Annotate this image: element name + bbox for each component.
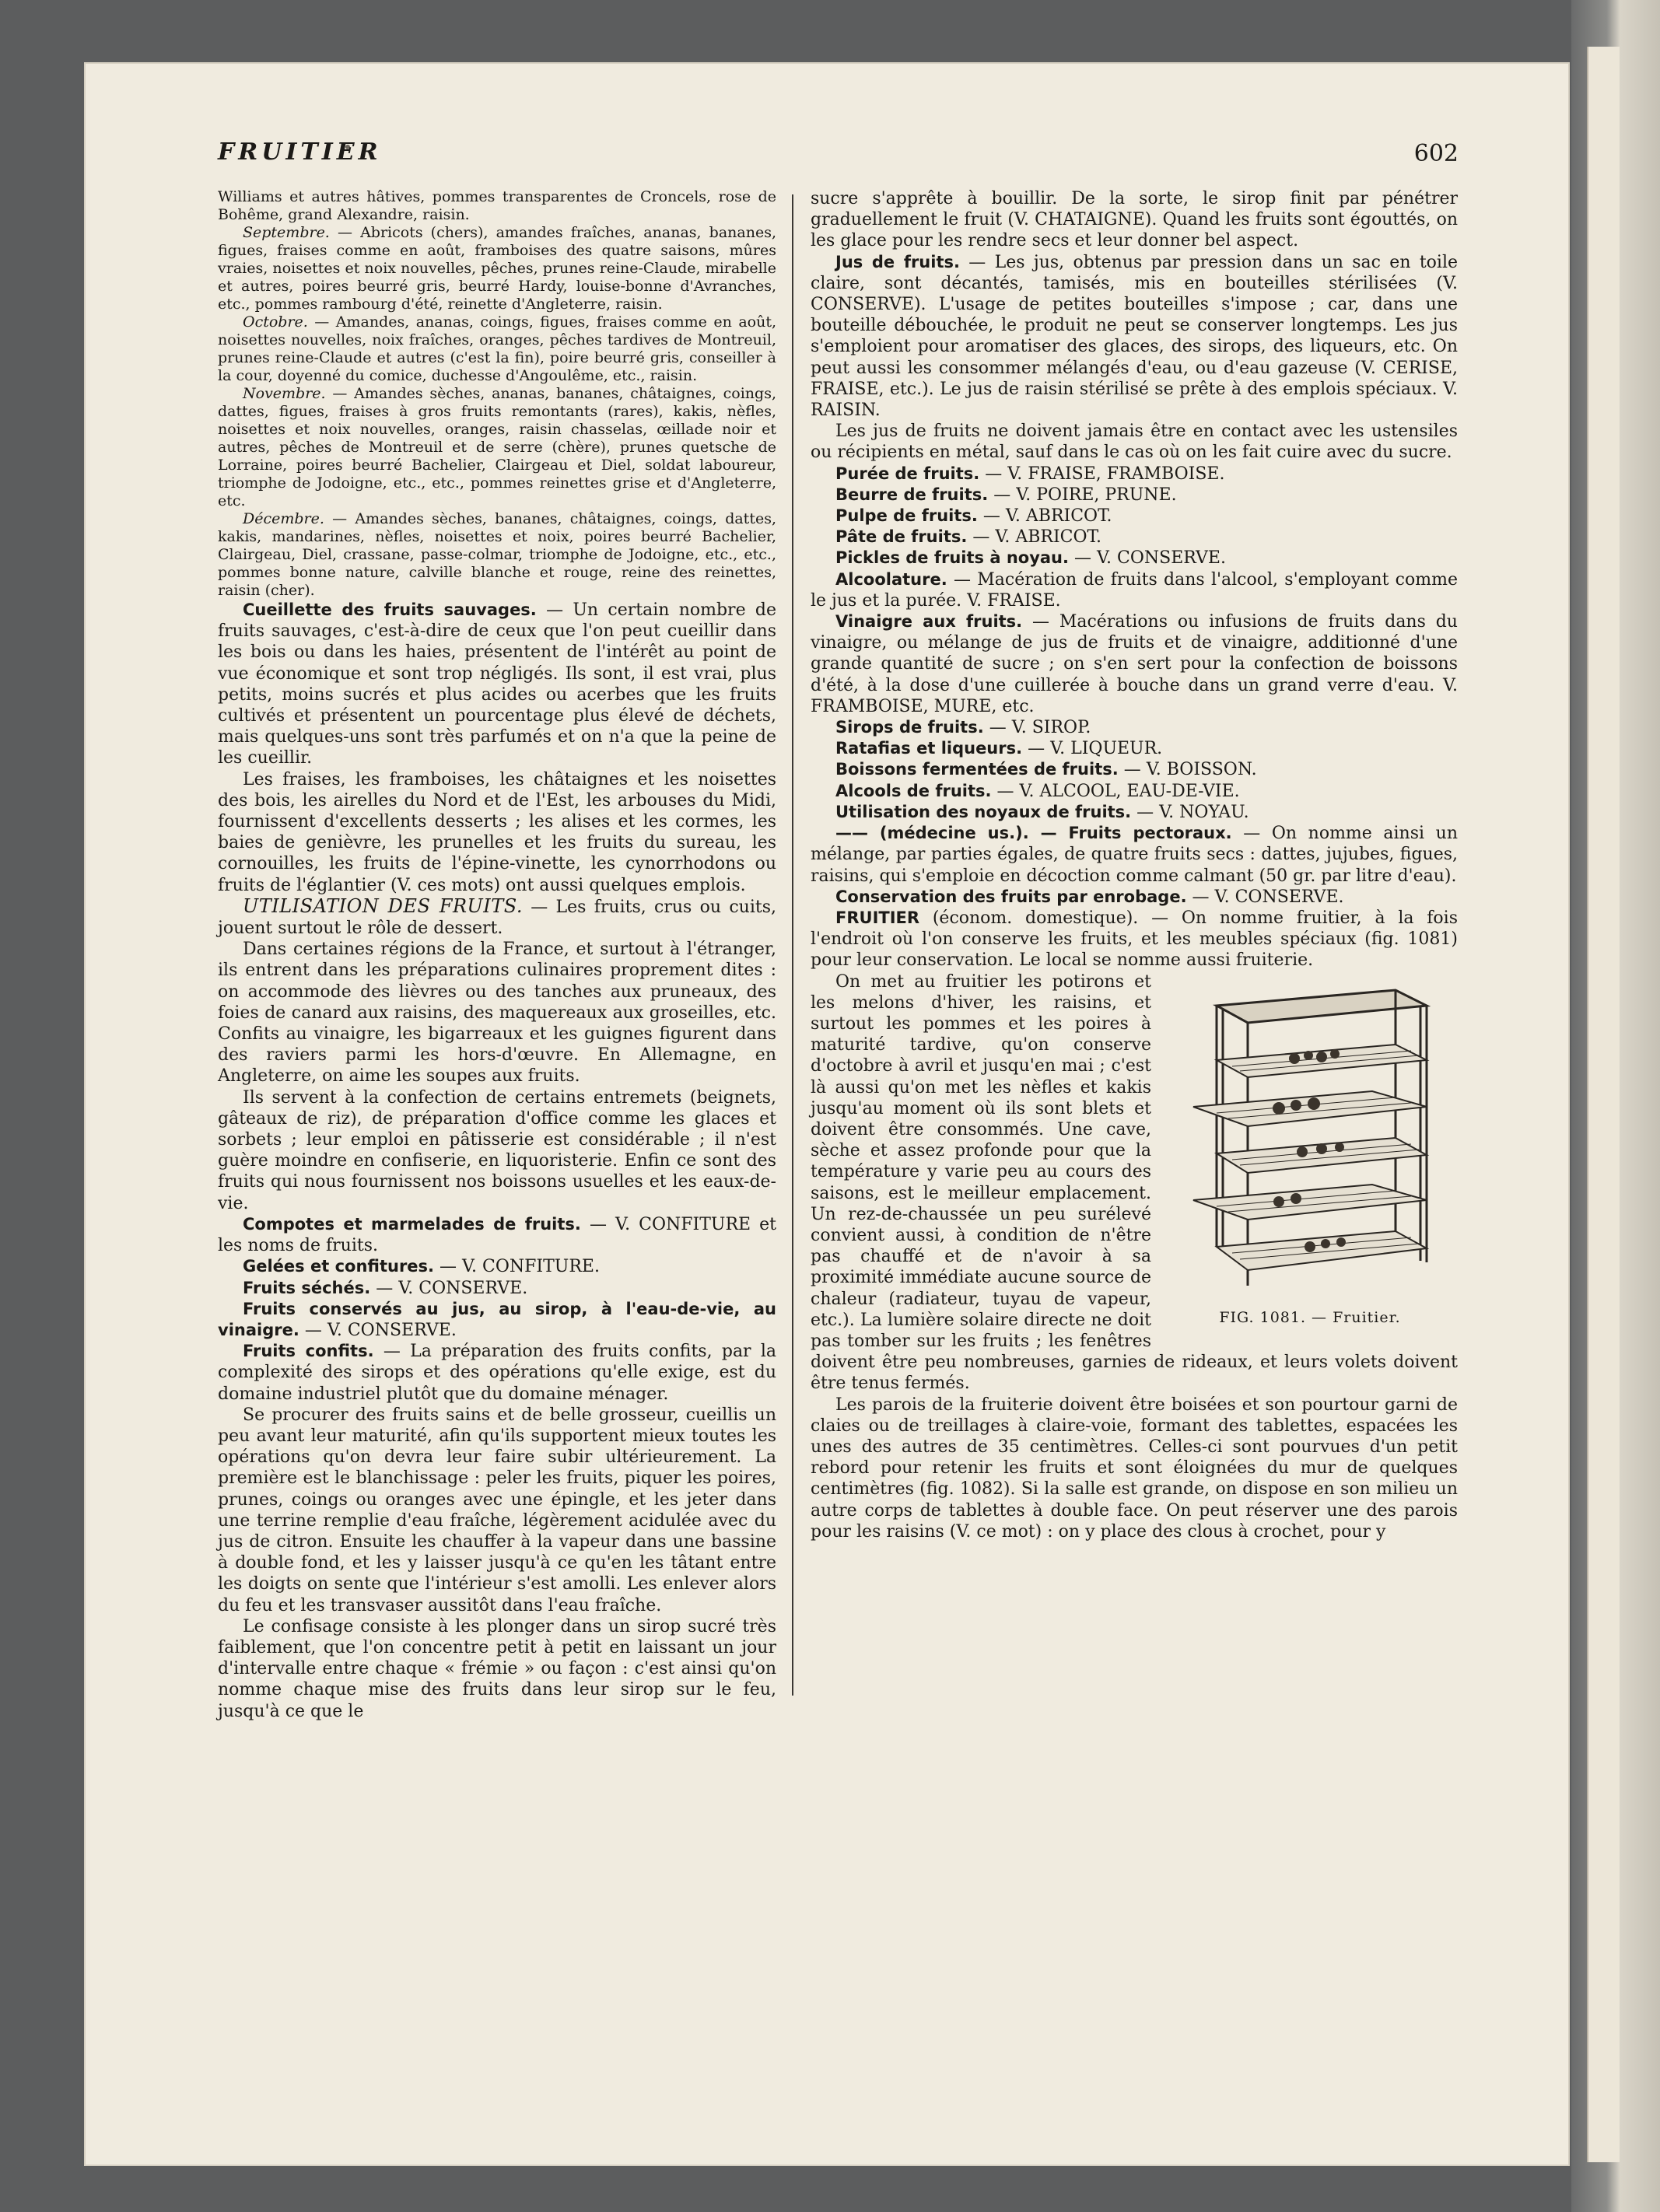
next-page-edge [1587,47,1620,2162]
paragraph [218,939,776,1087]
entry-heading: Utilisation des noyaux de fruits. [835,802,1132,821]
paragraph [218,769,776,896]
entry-heading: Pâte de fruits. [835,527,968,547]
paragraph [811,887,1458,908]
entry-heading: Purée de fruits. [835,464,980,483]
paragraph-text: — Un certain nombre de fruits sauvages, c'est-à-dire de ceux que l'on peut cueillir dans les bois ou dans les haies, présentent de l'intérêt au point de vue économique et sont trop négligés. Ils sont, il est vrai, plus petits, moins sucrés et plus acides ou acerbes que les fruits cultivés et présentent un pourcentage plus élevé de déchets, mais quelques-uns sont très parfumés et on n'a que la peine de les cueillir. [218,600,776,768]
entry-heading: Compotes et marmelades de fruits. [243,1214,581,1234]
paragraph-text: — V. BOISSON. [1118,760,1257,780]
paragraph [811,569,1458,611]
page-number: 602 [1413,140,1459,167]
paragraph-text: sucre s'apprête à bouillir. De la sorte, le sirop finit par pénétrer graduellement le fruit (V. CHATAIGNE). Quand les fruits sont égouttés, on les glace pour les rendre secs et leur donner bel aspect. [811,189,1458,251]
entry-heading: Pickles de fruits à noyau. [835,548,1069,568]
right-column-top [811,188,1458,1395]
paragraph [811,527,1458,548]
paragraph [811,548,1458,569]
entry-heading: Fruits confits. [243,1342,374,1361]
paragraph [218,896,776,939]
column-rule [792,194,793,1696]
paragraph-text: — V. CONFITURE et les noms de fruits. [218,1214,776,1256]
figure-fruitier [1162,975,1458,1340]
paragraph-text: — V. LIQUEUR. [1022,739,1163,759]
entry-heading: Jus de fruits. [835,252,960,271]
paragraph [218,1341,776,1405]
paragraph-text: Les fraises, les framboises, les châtaignes et les noisettes des bois, les airelles du Nord et de l'Est, les arbouses du Midi, fournissent d'excellents desserts ; les alises et les cormes, les baies de genièvre, les prunelles et les fruits du sureau, les cornouilles, les fruits de l'épine-vinette, les cynorrhodons ou fruits de l'églantier (V. ces mots) ont aussi quelques emplois. [218,769,776,895]
paragraph-text: On met au fruitier les potirons et les melons d'hiver, les raisins, et surtout les pommes et les poires à maturité tardive, qu'on conserve d'octobre à avril et jusqu'en mai ; c'est là aussi qu'on met les nèfles et kakis jusqu'au moment où ils sont blets et doivent être consommés. Une cave, sèche et assez profonde pour que la température y varie peu au cours des saisons, est le meilleur emplacement. Un rez-de-chaussée un peu surélevé convient aussi, à condition de n'être pas chauffé et de n'avoir à sa proximité immédiate aucune source de chaleur (radiateur, tuyau de vapeur, etc.). La lumière solaire directe ne doit pas tomber sur les fruits ; les fenêtres doivent être peu nombreuses, garnies de rideaux, et leurs volets doivent être tenus fermés. [811,971,1458,1394]
paragraph-text: — Amandes sèches, ananas, bananes, châtaignes, coings, dattes, figues, fraises à gros fruits remontants (rares), kakis, nèfles, noisettes et noix nouvelles, oranges, raisin chasselas, œillade noir et autres, pêches de Montreuil et de serre (chère), prunes quetsche de Lorraine, poires beurré Bachelier, Clairgeau et Diel, soldat laboureur, triomphe de Jodoigne, etc., etc., pommes reinettes grise et d'Angleterre, etc. [218,385,776,509]
paragraph-text: — V. POIRE, PRUNE. [988,485,1177,505]
paragraph [218,1087,776,1214]
paragraph [811,781,1458,802]
paragraph [218,1214,776,1256]
entry-heading: Novembre. [243,385,326,402]
entry-heading: UTILISATION DES FRUITS. [243,894,523,917]
entry-heading: —— (médecine us.). — Fruits pectoraux. [835,824,1232,843]
paragraph [218,224,776,313]
paragraph-text: — V. NOYAU. [1131,802,1249,822]
paragraph-text: — V. CONSERVE. [370,1278,528,1298]
right-column-bottom [811,1395,1458,1542]
paragraph [811,611,1458,717]
paragraph [218,510,776,600]
paragraph [811,506,1458,527]
paragraph [811,421,1458,463]
paragraph [218,188,776,224]
paragraph [218,313,776,385]
paragraph-text: Les jus de fruits ne doivent jamais être en contact avec les ustensiles ou récipients en métal, sauf dans le cas où on les fait cuire avec du sucre. [811,422,1458,463]
paragraph [811,908,1458,971]
paragraph [218,1616,776,1722]
paragraph-text: Le confisage consiste à les plonger dans un sirop sucré très faiblement, que l'on concentre petit à petit en laissant un jour d'intervalle entre chaque « frémie » ou façon : c'est ainsi qu'on nomme chaque mise des fruits dans leur sirop sur le feu, jusqu'à ce que le [218,1616,776,1721]
paragraph-text: — Abricots (chers), amandes fraîches, ananas, bananes, figues, fraises comme en août, framboises des quatre saisons, mûres vraies, noisettes et noix nouvelles, pêches, prunes reine-Claude, mirabelle et autres, poires beurré gris, beurré Hardy, louise-bonne d'Avranches, etc., pommes rambourg d'été, reinette d'Angleterre, raisin. [218,224,776,313]
paragraph [218,385,776,510]
entry-heading: Septembre. [243,224,330,241]
entry-heading: Alcoolature. [835,569,947,589]
figure-caption: FIG. 1081. — Fruitier. [1219,1308,1401,1326]
paragraph-text: — Les fruits, crus ou cuits, jouent surtout le rôle de dessert. [218,897,776,939]
paragraph-text: — Macération de fruits dans l'alcool, s'employant comme le jus et la purée. V. FRAISE. [811,569,1458,611]
entry-heading: Gelées et confitures. [243,1257,435,1276]
paragraph-text: Ils servent à la confection de certains entremets (beignets, gâteaux de riz), de préparation d'office comme les glaces et sorbets ; leur emploi en pâtisserie est considérable ; il n'est guère moindre en confiserie, en liquoristerie. Enfin ce sont des fruits qui nous fournissent nos boissons usuelles et les eaux-de-vie. [218,1087,776,1213]
entry-heading: Sirops de fruits. [835,718,984,737]
paragraph [218,1256,776,1277]
paragraph-text: — V. ABRICOT. [977,506,1112,527]
paragraph-text: — V. SIROP. [983,718,1091,738]
paragraph-text: — V. ABRICOT. [967,527,1101,548]
entry-heading: Pulpe de fruits. [835,506,978,526]
paragraph-text: — V. CONSERVE. [1186,887,1344,907]
paragraph [811,802,1458,823]
paragraph-text: (économ. domestique). — On nomme fruitier, à la fois l'endroit où l'on conserve les fruits, et les meubles spéciaux (fig. 1081) pour leur conservation. Le local se nomme aussi fruiterie. [811,908,1458,971]
paragraph-text: — Les jus, obtenus par pression dans un sac en toile claire, sont décantés, tamisés, mis en bouteilles stérilisées (V. CONSERVE). L'usage de petites bouteilles s'impose ; car, dans une bouteille débouchée, le produit ne peut se conserver longtemps. Les jus s'emploient pour aromatiser des glaces, des sirops, des liqueurs, etc. On peut aussi les consommer mélangés d'eau, ou d'eau gazeuse (V. CERISE, FRAISE, etc.). Le jus de raisin stérilisé se prête à des emplois spéciaux. V. RAISIN. [811,252,1458,421]
entry-heading: FRUITIER [835,908,920,927]
page-header [218,138,1459,177]
entry-heading: Décembre. [243,510,324,527]
paragraph-text: — On nomme ainsi un mélange, par parties égales, de quatre fruits secs : dattes, jujubes, figues, raisins, qui s'emploie en décoction comme calmant (50 gr. par litre d'eau). [811,824,1458,886]
paragraph-text: Dans certaines régions de la France, et surtout à l'étranger, ils entrent dans les préparations culinaires proprement dites : on accommode des lièvres ou des tanches aux pruneaux, des foies de canard aux raisins, des maquereaux aux groseilles, etc. Confits au vinaigre, les bigarreaux et les guignes figurent dans des raviers parmi les hors-d'œuvre. En Allemagne, en Angleterre, on aime les soupes aux fruits. [218,940,776,1087]
paragraph [811,717,1458,738]
paragraph-text: — Amandes sèches, bananes, châtaignes, coings, dattes, kakis, mandarines, nèfles, noisettes et noix, poires beurré Bachelier, Clairgeau, Diel, crassane, passe-colmar, triomphe de Jodoigne, etc., etc., pommes bonne nature, calville blanche et rouge, reine des reinettes, raisin (cher). [218,510,776,599]
paragraph-text: — V. FRAISE, FRAMBOISE. [979,464,1225,484]
paragraph-text: — V. CONSERVE. [299,1320,457,1340]
paragraph-text: — Amandes, ananas, coings, figues, fraises comme en août, noisettes nouvelles, noix fraîches, oranges, pêches tardives de Montreuil, prunes reine-Claude et autres (c'est la fin), poire beurré gris, conseiller à la cour, doyenné du comice, duchesse d'Angoulême, etc., raisin. [218,313,776,384]
fruit-rack-illustration [1162,975,1458,1301]
entry-heading: Beurre de fruits. [835,485,989,504]
paragraph [811,188,1458,252]
entry-heading: Vinaigre aux fruits. [835,612,1023,632]
left-column [218,188,776,1721]
paragraph [811,464,1458,485]
entry-heading: Fruits séchés. [243,1278,371,1297]
paragraph [811,1395,1458,1542]
paragraph [811,738,1458,759]
entry-heading: Alcools de fruits. [835,781,992,800]
paragraph-text: Se procurer des fruits sains et de belle grosseur, cueillis un peu avant leur maturité, afin qu'ils supportent mieux toutes les opérations qu'on devra leur faire subir ultérieurement. La première est le blanchissage : peler les fruits, piquer les poires, prunes, coings ou oranges avec une épingle, et les jeter dans une terrine remplie d'eau fraîche, légèrement acidulée avec du jus de citron. Ensuite les chauffer à la vapeur dans une bassine à double fond, et les y laisser jusqu'à ce qu'en les tâtant entre les doigts on sente que l'intérieur s'est amolli. Les enlever alors du feu et les transvaser aussitôt dans l'eau fraîche. [218,1405,776,1615]
paragraph-text: — V. ALCOOL, EAU-DE-VIE. [991,781,1240,801]
paragraph [218,1405,776,1616]
entry-heading: Conservation des fruits par enrobage. [835,887,1187,906]
paragraph-text: — Macérations ou infusions de fruits dans du vinaigre, ou mélange de jus de fruits et de vinaigre, additionné d'une grande quantité de sucre ; on s'en sert pour la confection de boissons d'été, à la dose d'une cuillerée à bouche dans un grand verre d'eau. V. FRAMBOISE, MURE, etc. [811,612,1458,716]
paragraph [218,1299,776,1341]
paragraph [811,485,1458,506]
paragraph-text: — V. CONSERVE. [1068,548,1226,569]
paragraph-text: Williams et autres hâtives, pommes transparentes de Croncels, rose de Bohême, grand Alexandre, raisin. [218,188,776,223]
running-head: FRUITIER [218,138,382,166]
paragraph [811,252,1458,422]
paragraph [811,823,1458,887]
paragraph [811,759,1458,780]
paragraph-text: — La préparation des fruits confits, par la complexité des sirops et des opérations qu'elle exige, est du domaine industriel plutôt que du domaine ménager. [218,1342,776,1404]
paragraph-text: — V. CONFITURE. [434,1257,600,1277]
paragraph [218,1278,776,1299]
paragraph [218,600,776,769]
entry-heading: Boissons fermentées de fruits. [835,760,1119,779]
right-column [811,188,1458,1674]
entry-heading: Cueillette des fruits sauvages. [243,600,537,619]
entry-heading: Ratafias et liqueurs. [835,739,1023,758]
entry-heading: Fruits conservés au jus, au sirop, à l'eau-de-vie, au vinaigre. [218,1299,776,1339]
paragraph-text: Les parois de la fruiterie doivent être boisées et son pourtour garni de claies ou de treillages à claire-voie, formant des tablettes, espacées les unes des autres de 35 centimètres. Celles-ci sont pourvues d'un petit rebord pour retenir les fruits et sont éloignées du mur de quelques centimètres (fig. 1082). Si la salle est grande, on dispose en son milieu un autre corps de tablettes à double face. On peut réserver une des parois pour les raisins (V. ce mot) : on y place des clous à crochet, pour y [811,1395,1458,1542]
entry-heading: Octobre. [243,313,308,331]
